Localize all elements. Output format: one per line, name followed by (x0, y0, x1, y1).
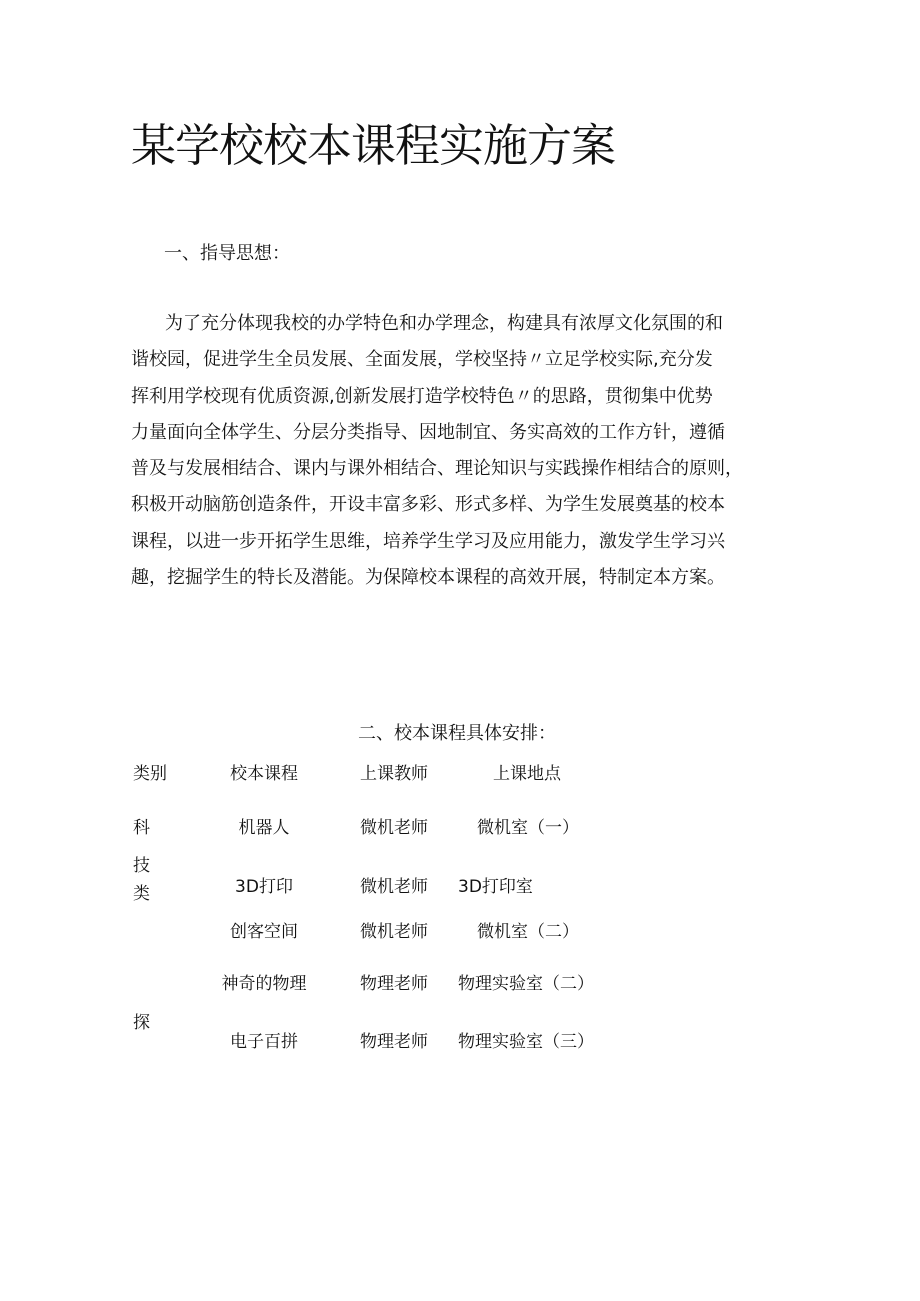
paragraph-line: 力量面向全体学生、分层分类指导、因地制宜、务实高效的工作方针，遵循 (131, 421, 725, 443)
table-cell-location: 微机室（二） (477, 922, 579, 942)
category-char: 探 (133, 1013, 150, 1033)
paragraph-line: 课程，以进一步开拓学生思维，培养学生学习及应用能力，激发学生学习兴 (131, 530, 725, 552)
table-cell-course: 机器人 (238, 818, 290, 838)
page-title: 某学校校本课程实施方案 (131, 119, 616, 172)
table-cell-course: 神奇的物理 (221, 974, 307, 994)
paragraph-line: 趣，挖掘学生的特长及潜能。为保障校本课程的高效开展，特制定本方案。 (131, 567, 725, 589)
table-header-course: 校本课程 (230, 764, 298, 784)
table-cell-course: 3D打印 (235, 877, 293, 897)
table-cell-location: 物理实验室（三） (458, 1032, 594, 1052)
section-heading-guiding-ideology: 一、指导思想： (164, 243, 290, 264)
paragraph-line: 谐校园，促进学生全员发展、全面发展，学校坚持〃立足学校实际,充分发 (131, 349, 713, 371)
paragraph-line: 挥利用学校现有优质资源,创新发展打造学校特色〃的思路，贯彻集中优势 (131, 385, 713, 407)
table-cell-course: 创客空间 (230, 922, 298, 942)
table-cell-location: 微机室（一） (477, 818, 579, 838)
guiding-ideology-paragraph (131, 306, 801, 596)
category-char: 类 (133, 884, 150, 904)
paragraph-line: 为了充分体现我校的办学特色和办学理念，构建具有浓厚文化氛围的和 (165, 313, 723, 334)
category-char: 科 (133, 818, 150, 838)
table-header-category: 类别 (133, 764, 167, 784)
table-cell-location: 物理实验室（二） (458, 974, 594, 994)
section-heading-course-arrangement: 二、校本课程具体安排： (358, 723, 556, 744)
table-header-location: 上课地点 (493, 764, 561, 784)
paragraph-line: 积极开动脑筋创造条件，开设丰富多彩、形式多样、为学生发展奠基的校本 (131, 494, 725, 516)
table-cell-teacher: 微机老师 (360, 877, 428, 897)
category-char: 技 (133, 856, 150, 876)
table-cell-teacher: 物理老师 (360, 974, 428, 994)
table-cell-teacher: 微机老师 (360, 818, 428, 838)
paragraph-line: 普及与发展相结合、课内与课外相结合、理论知识与实践操作相结合的原则， (131, 458, 743, 480)
table-header-teacher: 上课教师 (360, 764, 428, 784)
table-cell-course: 电子百拼 (230, 1032, 298, 1052)
table-cell-location: 3D打印室 (458, 877, 533, 897)
table-cell-teacher: 物理老师 (360, 1032, 428, 1052)
table-cell-teacher: 微机老师 (360, 922, 428, 942)
